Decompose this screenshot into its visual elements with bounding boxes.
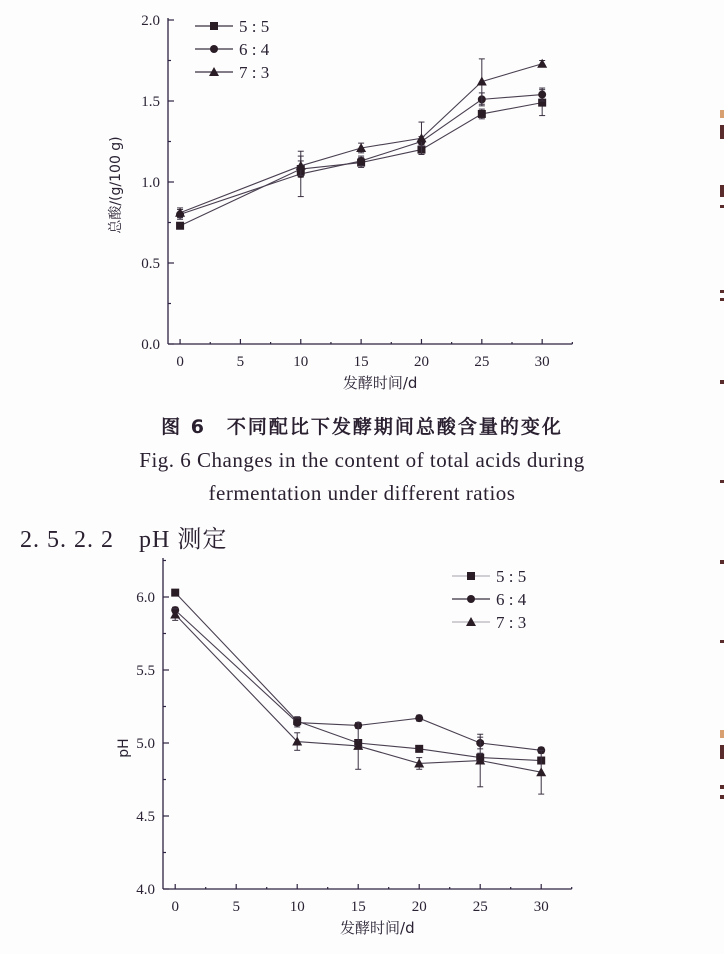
y-tick-label: 1.0 [141, 175, 160, 191]
total-acid-chart [0, 0, 724, 400]
x-tick-label: 30 [533, 899, 549, 915]
y-tick-label: 6.0 [136, 590, 155, 606]
x-tick-label: 5 [232, 899, 240, 915]
x-tick-label: 25 [474, 354, 490, 370]
legend-label: 6 : 4 [239, 40, 270, 59]
x-tick-label: 30 [534, 354, 550, 370]
legend-label: 6 : 4 [496, 590, 527, 609]
y-tick-label: 2.0 [141, 13, 160, 29]
ph-chart [0, 540, 724, 954]
y-tick-label: 4.5 [136, 809, 155, 825]
triangle-marker-icon [537, 59, 547, 68]
section-heading: 2. 5. 2. 2 pH 测定 [20, 527, 228, 553]
x-tick-label: 0 [176, 354, 184, 370]
square-marker-icon [467, 572, 475, 580]
square-marker-icon [415, 745, 423, 753]
circle-marker-icon [415, 714, 423, 722]
figure-caption-cn: 图 6 不同配比下发酵期间总酸含量的变化 [161, 416, 563, 438]
circle-marker-icon [293, 719, 301, 727]
x-tick-label: 25 [472, 899, 488, 915]
square-marker-icon [478, 110, 486, 118]
legend-label: 5 : 5 [496, 567, 527, 586]
y-tick-label: 0.0 [141, 337, 160, 353]
x-tick-label: 15 [353, 354, 369, 370]
circle-marker-icon [357, 157, 365, 165]
figure-caption-en-line1: Fig. 6 Changes in the content of total acids during [139, 448, 585, 472]
circle-marker-icon [538, 91, 546, 99]
x-tick-label: 0 [171, 899, 179, 915]
x-tick-label: 10 [289, 899, 305, 915]
x-tick-label: 10 [293, 354, 309, 370]
triangle-marker-icon [175, 208, 185, 217]
legend-label: 7 : 3 [496, 613, 527, 632]
legend-label: 7 : 3 [239, 63, 270, 82]
legend [452, 567, 527, 632]
y-axis-label: pH [116, 738, 132, 758]
x-tick-label: 20 [411, 899, 427, 915]
figure-caption-en-line2: fermentation under different ratios [208, 481, 516, 505]
x-tick-label: 15 [350, 899, 366, 915]
square-marker-icon [210, 22, 218, 30]
series-line [180, 64, 542, 213]
legend-label: 5 : 5 [239, 17, 270, 36]
page-edge-artifact [718, 0, 724, 954]
y-tick-label: 5.5 [136, 663, 155, 679]
square-marker-icon [171, 589, 179, 597]
y-axis-label: 总酸/(g/100 g) [108, 136, 124, 234]
y-tick-label: 4.0 [136, 882, 155, 898]
y-tick-label: 0.5 [141, 256, 160, 272]
x-axis-label: 发酵时间/d [340, 919, 415, 937]
series-73 [170, 609, 546, 794]
circle-marker-icon [210, 45, 218, 53]
x-axis-label: 发酵时间/d [342, 374, 418, 392]
y-tick-label: 1.5 [141, 94, 160, 110]
y-tick-label: 5.0 [136, 736, 155, 752]
x-tick-label: 5 [236, 354, 245, 370]
series-73 [175, 59, 547, 218]
series-64 [176, 88, 546, 219]
square-marker-icon [176, 222, 184, 230]
legend [195, 17, 270, 82]
x-tick-label: 20 [413, 354, 429, 370]
circle-marker-icon [467, 595, 475, 603]
